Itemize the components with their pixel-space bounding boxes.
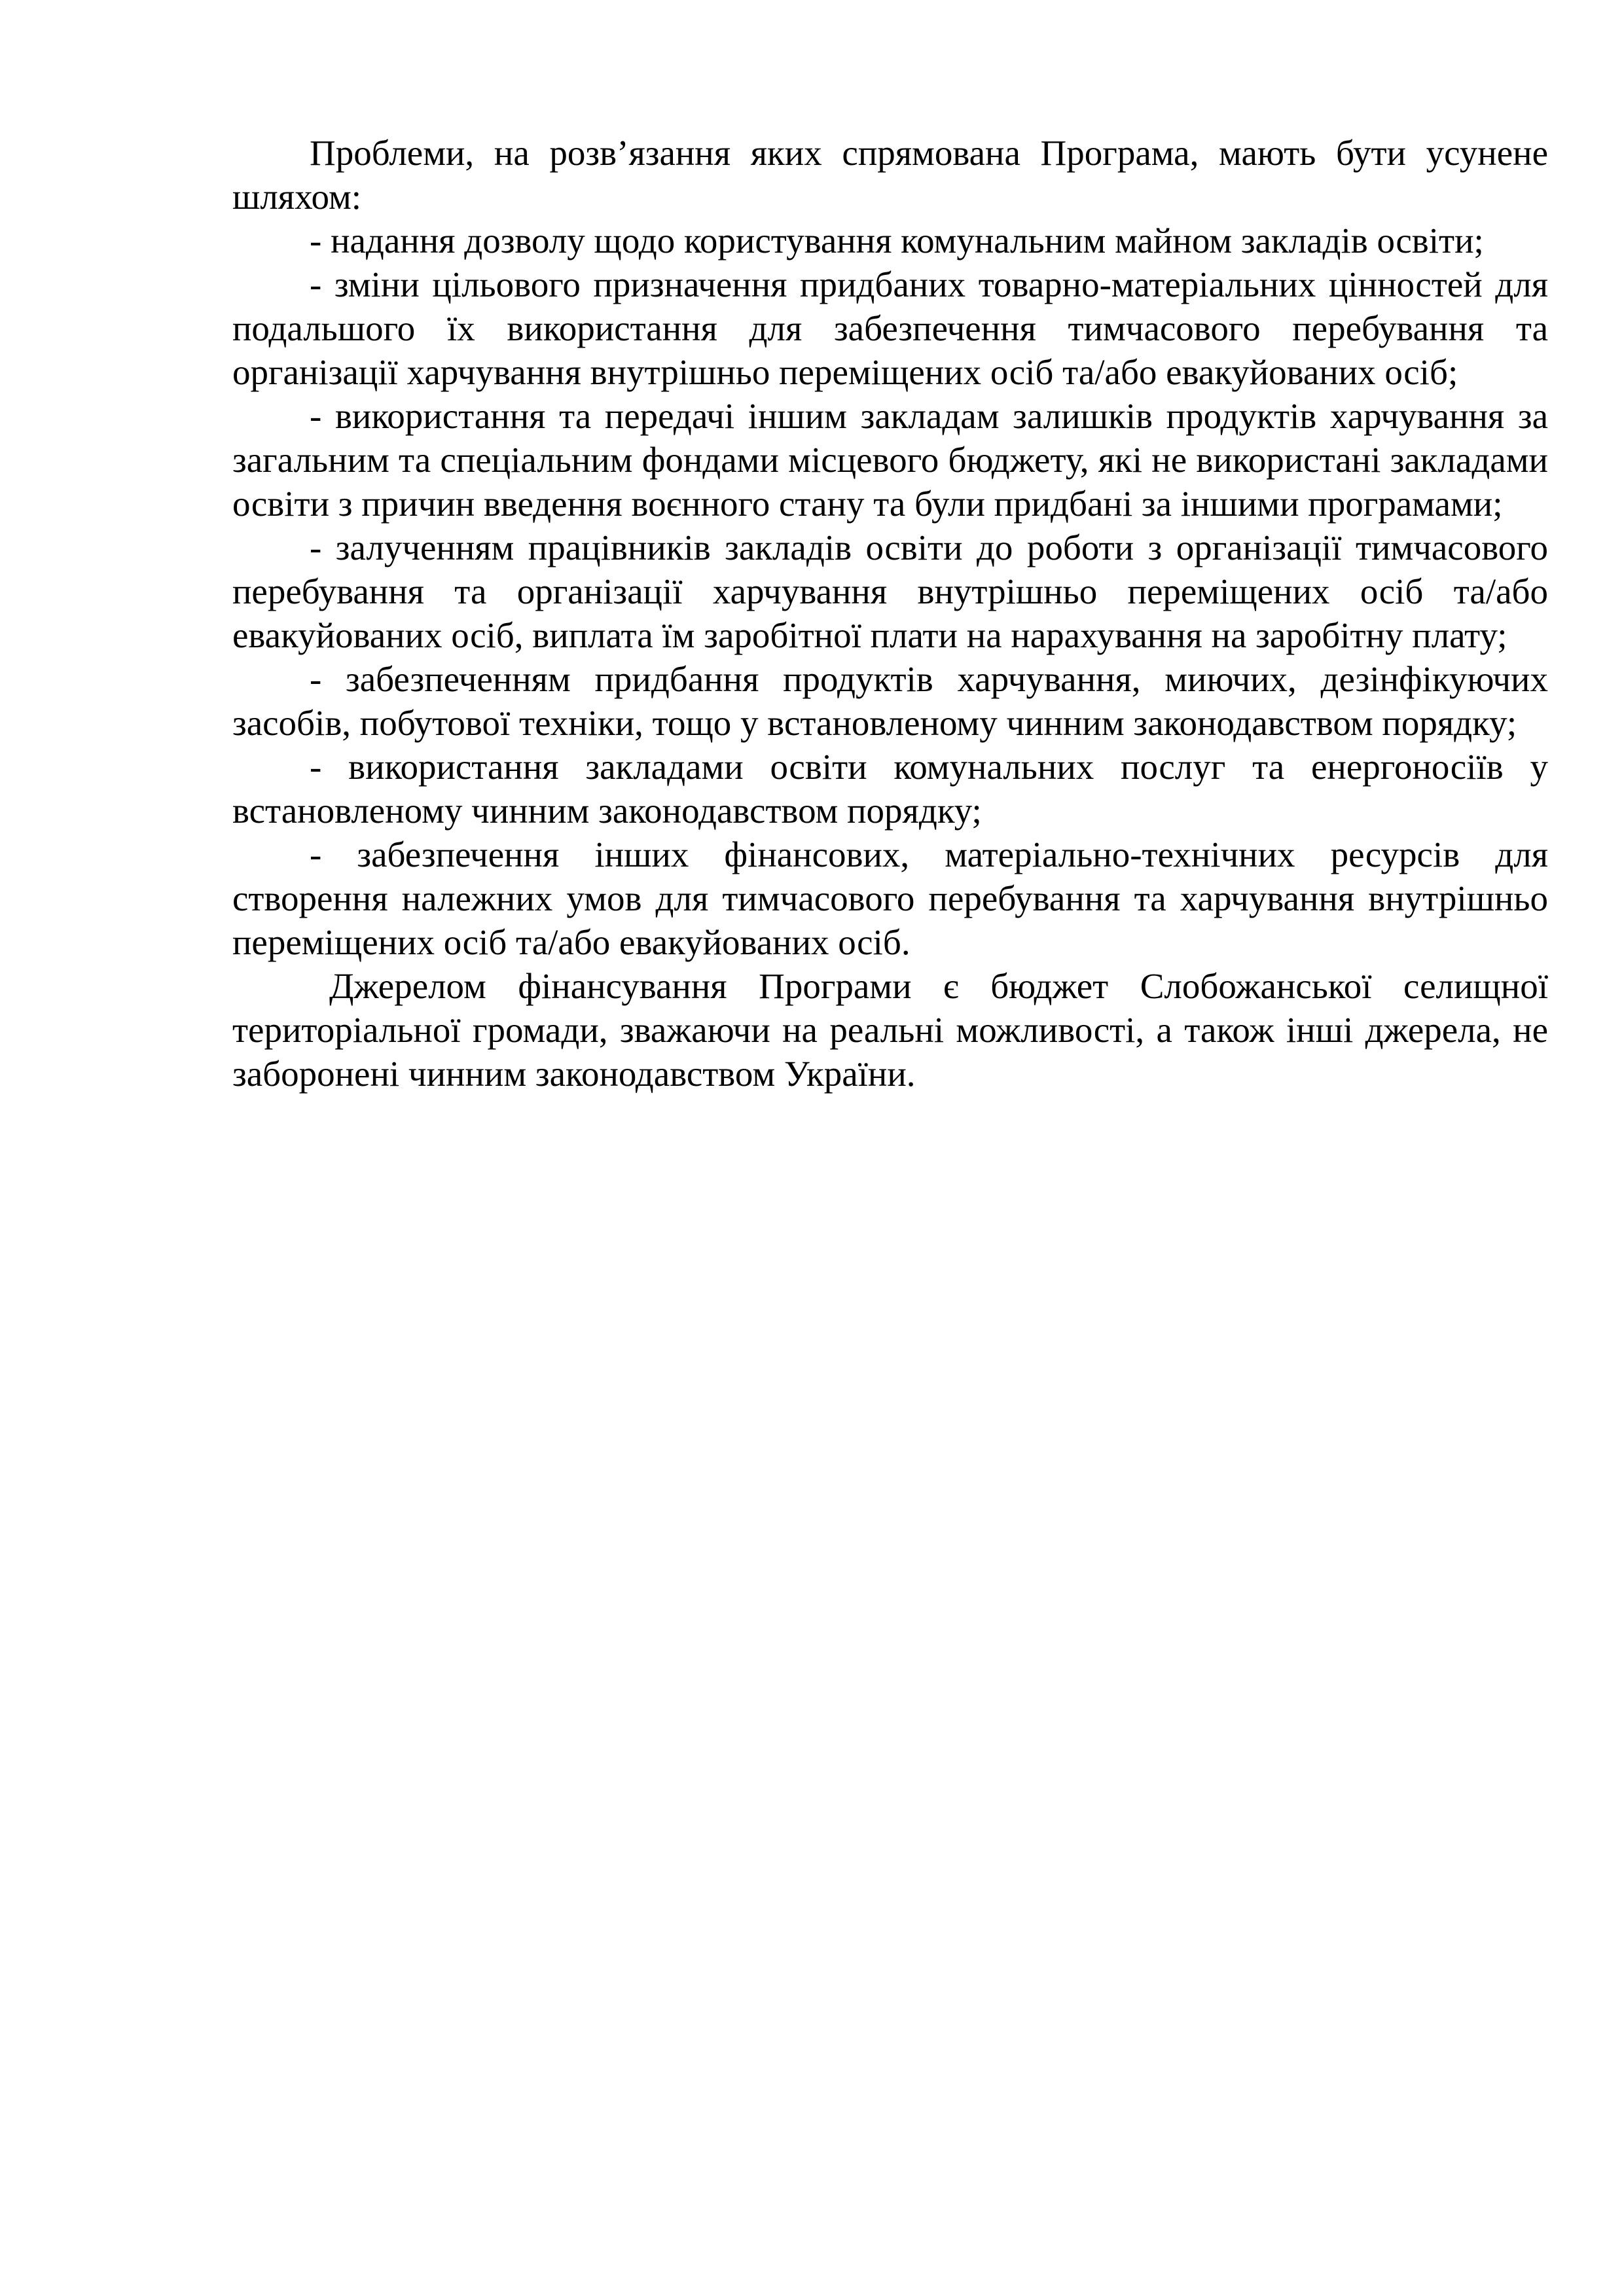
list-item-repurpose-assets: - зміни цільового призначення придбаних товарно-матеріальних цінностей для подальшого їх використання для забезпечення тимчасового перебування та організації харчування внутрішньо переміщених осіб та/або евакуйованих осіб; [232,264,1548,392]
list-item-purchases: - забезпеченням придбання продуктів харчування, миючих, дезінфікуючих засобів, побутової техніки, тощо у встановленому чинним законодавством порядку; [232,659,1548,743]
document-body [232,131,1548,1096]
funding-paragraph: Джерелом фінансування Програми є бюджет Слобожанської селищної територіальної громади, зважаючи на реальні можливості, а також інші джерела, не заборонені чинним законодавством України. [232,966,1548,1094]
list-item-utilities: - використання закладами освіти комунальних послуг та енергоносіїв у встановленому чинним законодавством порядку; [232,747,1548,831]
list-item-staff-involvement: - залученням працівників закладів освіти до роботи з організації тимчасового перебування та організації харчування внутрішньо переміщених осіб та/або евакуйованих осіб, виплата їм заробітної плати на нарахування на заробітну плату; [232,528,1548,655]
list-item-food-transfer: - використання та передачі іншим закладам залишків продуктів харчування за загальним та спеціальним фондами місцевого бюджету, які не використані закладами освіти з причин введення воєнного стану та були придбані за іншими програмами; [232,396,1548,524]
intro-paragraph: Проблеми, на розв’язання яких спрямована Програма, мають бути усунене шляхом: [232,133,1548,217]
list-item-other-resources: - забезпечення інших фінансових, матеріально-технічних ресурсів для створення належних умов для тимчасового перебування та харчування внутрішньо переміщених осіб та/або евакуйованих осіб. [232,834,1548,962]
list-item-permission: - надання дозволу щодо користування комунальним майном закладів освіти; [310,221,1484,260]
